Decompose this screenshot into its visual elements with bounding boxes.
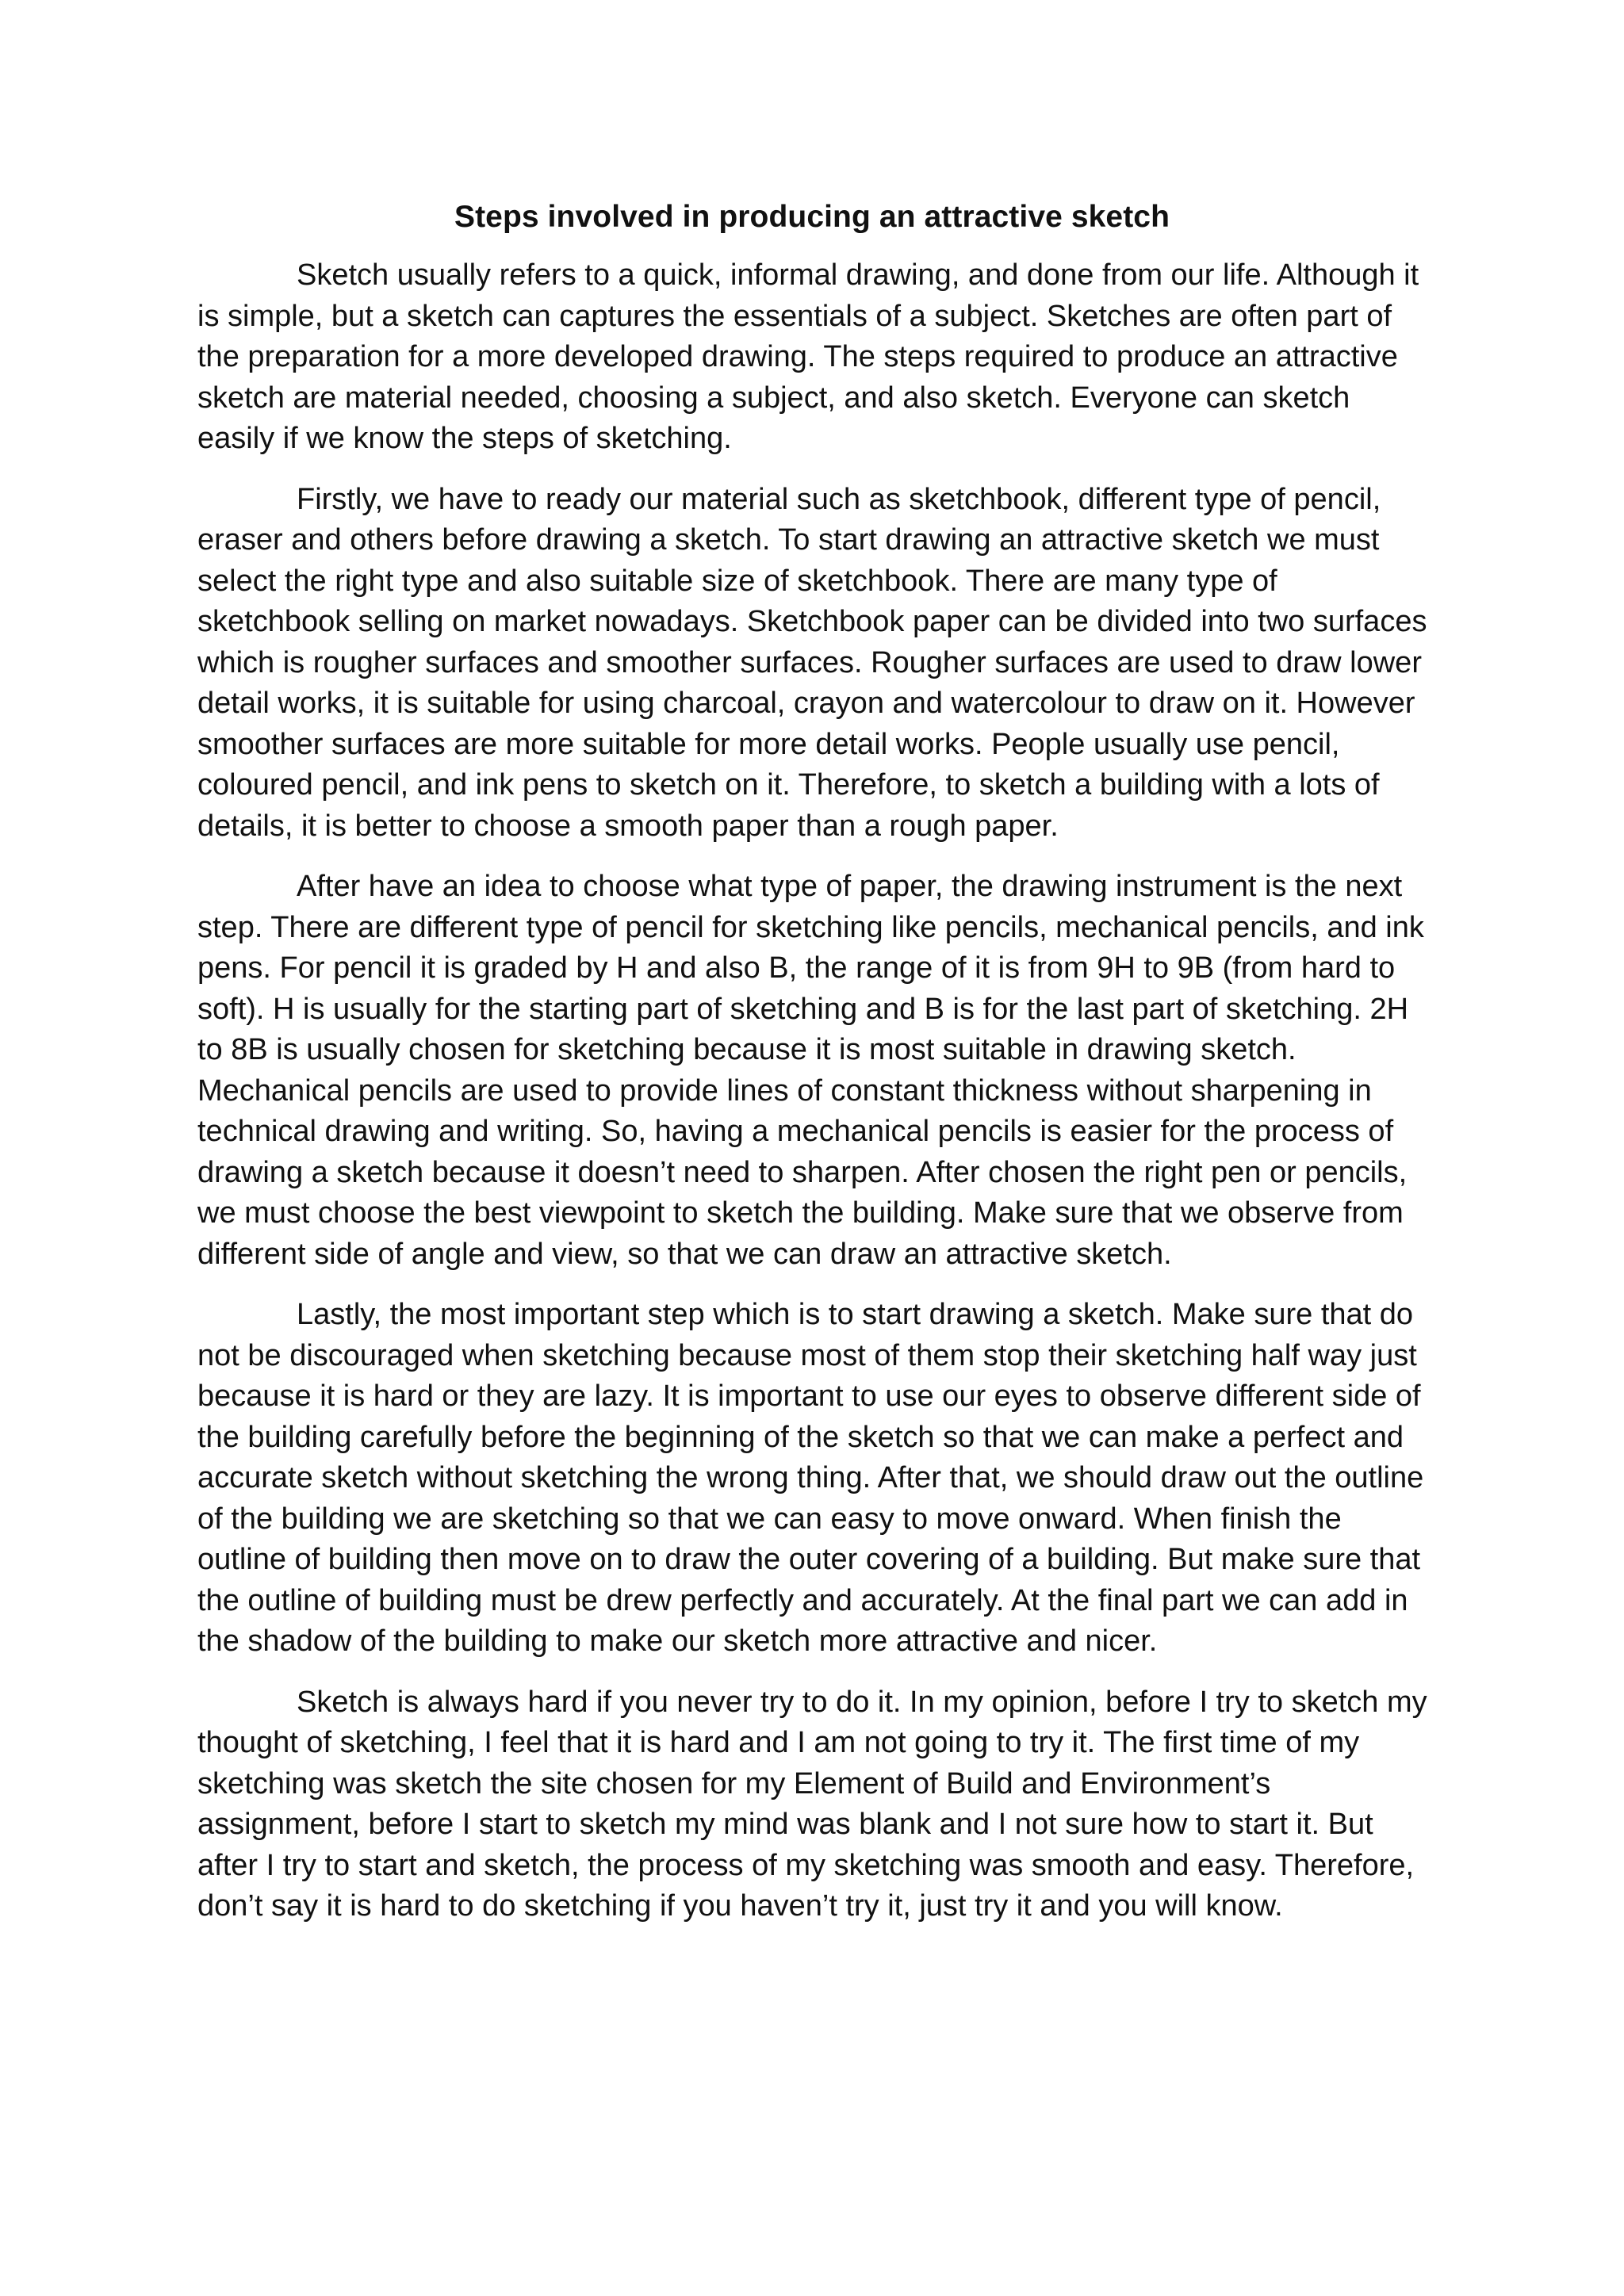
paragraph-drawing-instruments: After have an idea to choose what type of paper, the drawing instrument is the next step. There are different type of pencil for sketching like pencils, mechanical pencils, and ink pens. For pencil it is graded by H and also B, the range of it is from 9H to 9B (from hard to soft). H is usually for the starting part of sketching and B is for the last part of sketching. 2H to 8B is usually chosen for sketching because it is most suitable in drawing sketch. Mechanical pencils are used to provide lines of constant thickness without sharpening in technical drawing and writing. So, having a mechanical pencils is easier for the process of drawing a sketch because it doesn’t need to sharpen. After chosen the right pen or pencils, we must choose the best viewpoint to sketch the building. Make sure that we observe from different side of angle and view, so that we can draw an attractive sketch. <box>197 870 1424 1271</box>
document-body <box>197 255 1434 1947</box>
paragraph-materials: Firstly, we have to ready our material such as sketchbook, different type of pencil, eraser and others before drawing a sketch. To start drawing an attractive sketch we must select the right type and also suitable size of sketchbook. There are many type of sketchbook selling on market nowadays. Sketchbook paper can be divided into two surfaces which is rougher surfaces and smoother surfaces. Rougher surfaces are used to draw lower detail works, it is suitable for using charcoal, crayon and watercolour to draw on it. However smoother surfaces are more suitable for more detail works. People usually use pencil, coloured pencil, and ink pens to sketch on it. Therefore, to sketch a building with a lots of details, it is better to choose a smooth paper than a rough paper. <box>197 482 1427 843</box>
paragraph-drawing-steps: Lastly, the most important step which is to start drawing a sketch. Make sure that do not be discouraged when sketching because most of them stop their sketching half way just because it is hard or they are lazy. It is important to use our eyes to observe different side of the building carefully before the beginning of the sketch so that we can make a perfect and accurate sketch without sketching the wrong thing. After that, we should draw out the outline of the building we are sketching so that we can easy to move onward. When finish the outline of building then move on to draw the outer covering of a building. But make sure that the outline of building must be drew perfectly and accurately. At the final part we can add in the shadow of the building to make our sketch more attractive and nicer. <box>197 1298 1424 1658</box>
document-title: Steps involved in producing an attractive sketch <box>454 200 1170 234</box>
paragraph-conclusion: Sketch is always hard if you never try to do it. In my opinion, before I try to sketch my thought of sketching, I feel that it is hard and I am not going to try it. The first time of my sketching was sketch the site chosen for my Element of Build and Environment’s assignment, before I start to sketch my mind was blank and I not sure how to start it. But after I try to start and sketch, the process of my sketching was smooth and easy. Therefore, don’t say it is hard to do sketching if you haven’t try it, just try it and you will know. <box>197 1685 1427 1923</box>
paragraph-introduction: Sketch usually refers to a quick, informal drawing, and done from our life. Although it is simple, but a sketch can captures the essentials of a subject. Sketches are often part of the preparation for a more developed drawing. The steps required to produce an attractive sketch are material needed, choosing a subject, and also sketch. Everyone can sketch easily if we know the steps of sketching. <box>197 258 1419 455</box>
